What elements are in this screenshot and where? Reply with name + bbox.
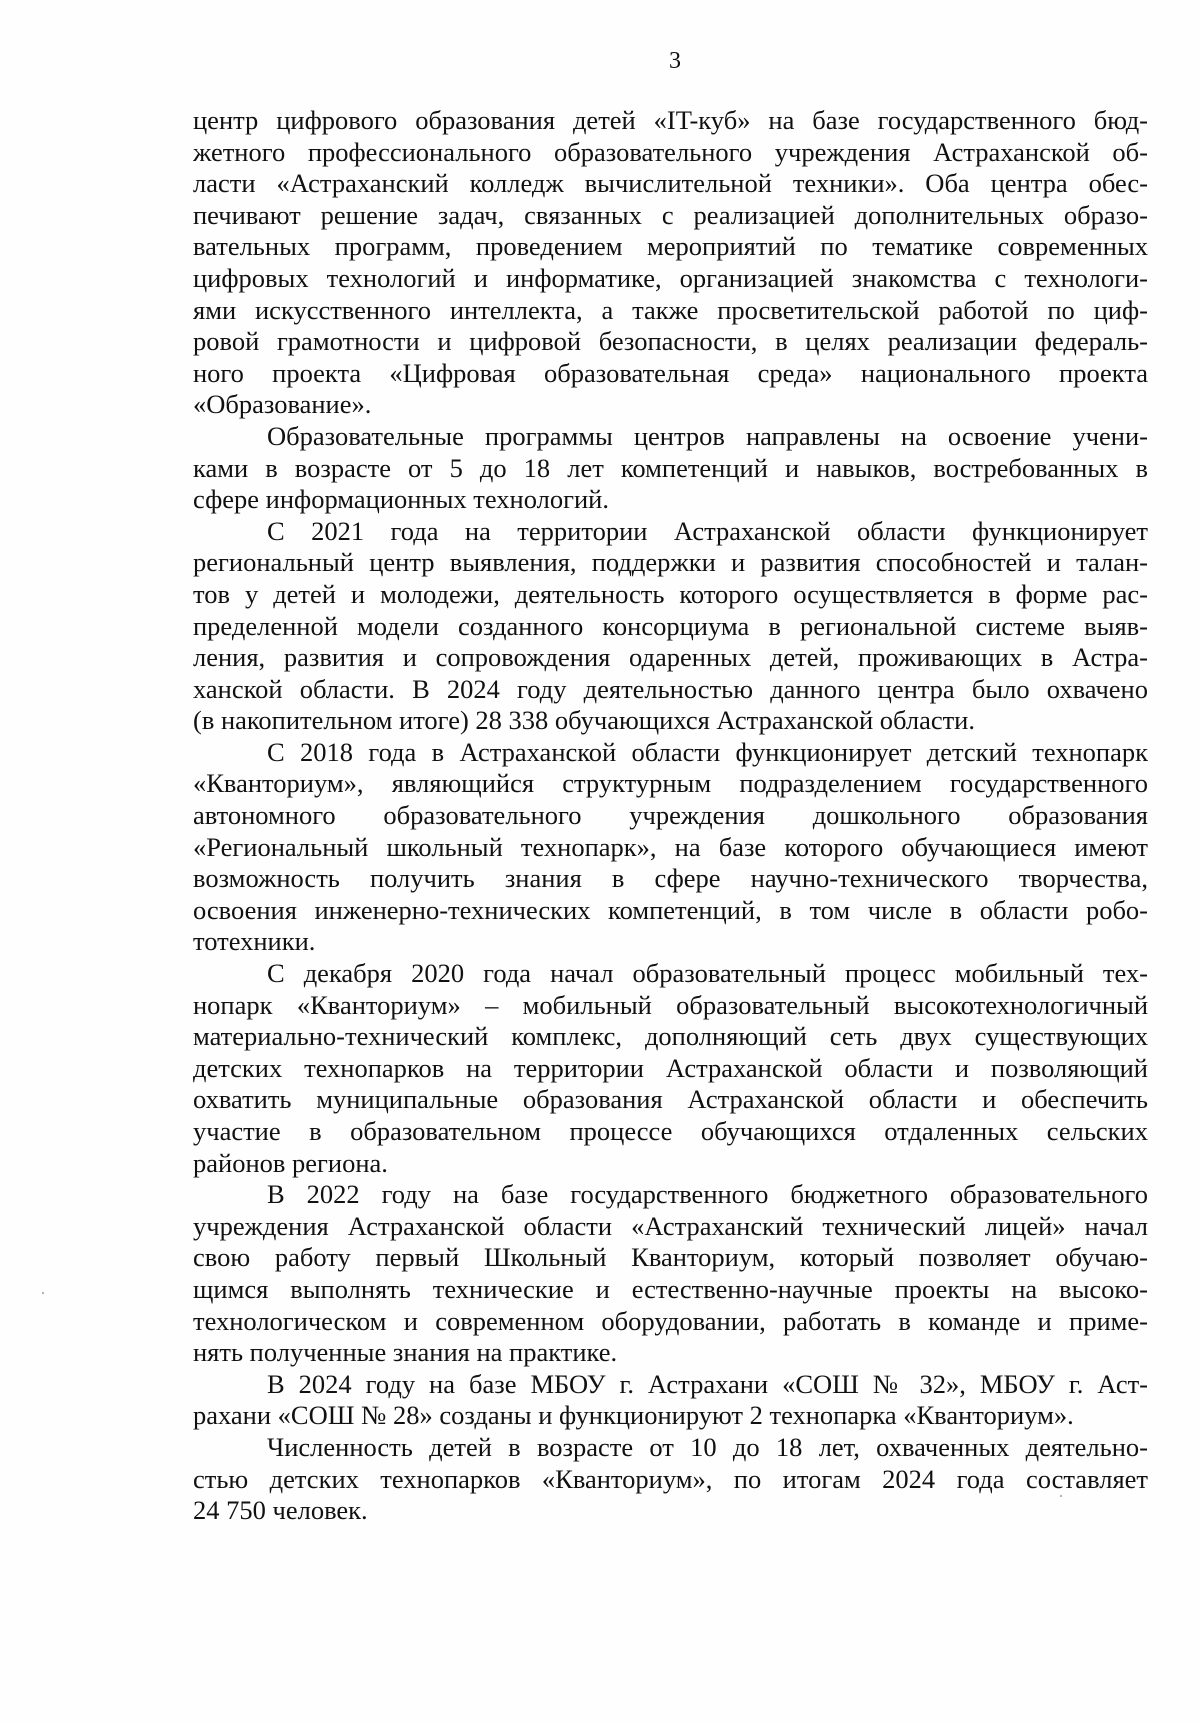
text-line: рахани «СОШ № 28» созданы и функционируют 2 технопарка «Кванториум». [193, 1400, 1074, 1431]
text-line: участие в образовательном процессе обучающихся отдаленных сельских [193, 1116, 1148, 1146]
text-line: печивают решение задач, связанных с реализацией дополнительных образо- [193, 199, 1148, 230]
text-line: ного проекта «Цифровая образовательная среда» национального проекта [193, 357, 1148, 388]
scan-speck [42, 1292, 44, 1294]
text-line: автономного образовательного учреждения дошкольного образования [193, 800, 1148, 831]
paragraph [193, 1179, 1148, 1369]
text-line: вательных программ, проведением мероприятий по тематике современных [193, 231, 1148, 262]
document-body [193, 105, 1148, 1527]
text-line: возможность получить знания в сфере научно-технического творчества, [193, 863, 1148, 894]
text-line: Численность детей в возрасте от 10 до 18 лет, охваченных деятельно- [267, 1431, 1148, 1462]
text-line: тов у детей и молодежи, деятельность которого осуществляется в форме рас- [193, 578, 1148, 609]
text-line: «Кванториум», являющийся структурным подразделением государственного [193, 768, 1148, 799]
text-line: материально-технический комплекс, дополняющий сеть двух существующих [193, 1021, 1148, 1052]
text-line: ками в возрасте от 5 до 18 лет компетенций и навыков, востребованных в [193, 452, 1148, 483]
text-line: сфере информационных технологий. [193, 484, 609, 515]
paragraph [193, 958, 1148, 1179]
text-line: ления, развития и сопровождения одаренных детей, проживающих в Астра- [193, 642, 1148, 673]
text-line: 24 750 человек. [193, 1495, 368, 1526]
text-line: цифровых технологий и информатике, организацией знакомства с технологи- [193, 262, 1148, 293]
text-line: С 2018 года в Астраханской области функционирует детский технопарк [267, 736, 1148, 767]
paragraph [193, 737, 1148, 958]
paragraph [193, 1432, 1148, 1527]
paragraph [193, 105, 1148, 421]
text-line: свою работу первый Школьный Кванториум, который позволяет обучаю- [193, 1242, 1148, 1273]
text-line: ями искусственного интеллекта, а также просветительской работой по циф- [193, 294, 1148, 325]
text-line: охватить муниципальные образования Астраханской области и обеспечить [193, 1084, 1148, 1115]
page-number: 3 [669, 48, 681, 74]
text-line: региональный центр выявления, поддержки и развития способностей и талан- [193, 547, 1148, 578]
text-line: (в накопительном итоге) 28 338 обучающихся Астраханской области. [193, 705, 975, 736]
text-line: тотехники. [193, 926, 316, 957]
text-line: С 2021 года на территории Астраханской области функционирует [267, 515, 1148, 546]
paragraph [193, 421, 1148, 516]
text-line: ровой грамотности и цифровой безопасности, в целях реализации федераль- [193, 326, 1148, 357]
text-line: освоения инженерно-технических компетенций, в том числе в области робо- [193, 894, 1148, 925]
text-line: нопарк «Кванториум» – мобильный образовательный высокотехнологичный [193, 989, 1148, 1020]
text-line: детских технопарков на территории Астраханской области и позволяющий [193, 1052, 1148, 1083]
text-line: пределенной модели созданного консорциума в региональной системе выяв- [193, 610, 1148, 641]
text-line: ласти «Астраханский колледж вычислительной техники». Оба центра обес- [193, 168, 1148, 199]
text-line: щимся выполнять технические и естественно-научные проекты на высоко- [193, 1273, 1148, 1304]
text-line: С декабря 2020 года начал образовательный процесс мобильный тех- [267, 958, 1148, 989]
text-line: учреждения Астраханской области «Астраханский технический лицей» начал [193, 1210, 1148, 1241]
text-line: ханской области. В 2024 году деятельностью данного центра было охвачено [193, 673, 1148, 704]
paragraph [193, 1369, 1148, 1432]
text-line: «Образование». [193, 389, 372, 420]
text-line: нять полученные знания на практике. [193, 1337, 618, 1368]
text-line: В 2022 году на базе государственного бюджетного образовательного [267, 1179, 1148, 1210]
text-line: «Региональный школьный технопарк», на базе которого обучающиеся имеют [193, 831, 1148, 862]
text-line: жетного профессионального образовательного учреждения Астраханской об- [193, 136, 1148, 167]
paragraph [193, 516, 1148, 737]
text-line: В 2024 году на базе МБОУ г. Астрахани «СОШ № 32», МБОУ г. Аст- [267, 1368, 1148, 1399]
text-line: Образовательные программы центров направлены на освоение учени- [267, 420, 1148, 451]
text-line: центр цифрового образования детей «IT-куб» на базе государственного бюд- [193, 105, 1148, 135]
text-line: технологическом и современном оборудовании, работать в команде и приме- [193, 1305, 1148, 1336]
text-line: стью детских технопарков «Кванториум», по итогам 2024 года составляет [193, 1463, 1148, 1494]
scan-speck [1060, 1495, 1062, 1497]
text-line: районов региона. [193, 1147, 388, 1178]
